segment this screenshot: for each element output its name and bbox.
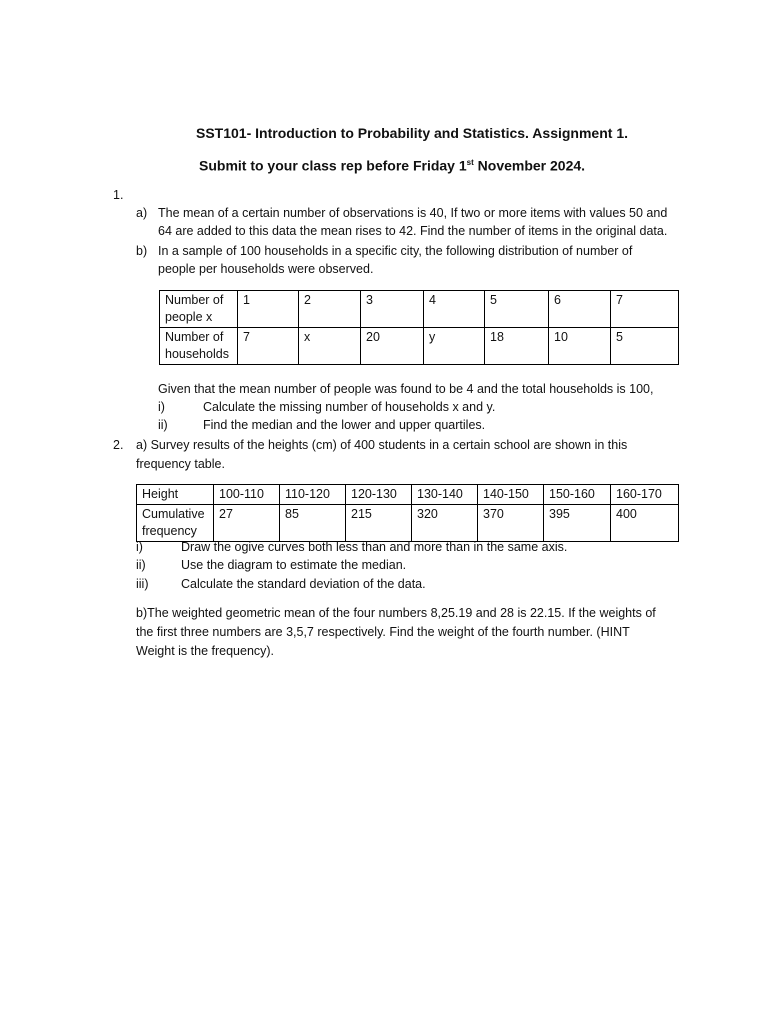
- table-cell: x: [299, 328, 361, 365]
- q2-sub-iii-text: Calculate the standard deviation of the data.: [181, 577, 426, 591]
- q2-sub-ii-text: Use the diagram to estimate the median.: [181, 558, 407, 572]
- table-cell: 85: [280, 505, 346, 542]
- table-header-cell: 140-150: [478, 485, 544, 505]
- table-header-cell: 160-170: [611, 485, 679, 505]
- table-cell: 5: [485, 291, 549, 328]
- table-header-cell: 130-140: [412, 485, 478, 505]
- table-row: [160, 328, 679, 365]
- submission-note-date: November 2024.: [473, 157, 586, 174]
- table-cell: 7: [238, 328, 299, 365]
- table-header-cell: 100-110: [214, 485, 280, 505]
- table-row: [137, 505, 679, 542]
- table-row: [160, 291, 679, 328]
- submission-note-ordinal: st: [466, 158, 474, 167]
- q2-sub-iii-label: iii): [136, 577, 149, 591]
- q1-sub-i-text: Calculate the missing number of households x and y.: [203, 400, 496, 414]
- table-cell: 370: [478, 505, 544, 542]
- q2-sub-ii-label: ii): [136, 558, 146, 572]
- table-cell: y: [424, 328, 485, 365]
- table-header-cell: 110-120: [280, 485, 346, 505]
- q1a-label: a): [136, 206, 148, 220]
- table-cell: 27: [214, 505, 280, 542]
- table-header-cell: Height: [137, 485, 214, 505]
- table-header-cell: Number of households: [160, 328, 238, 365]
- table-cell: 215: [346, 505, 412, 542]
- q1a-text-line1: The mean of a certain number of observations is 40, If two or more items with values 50 and: [158, 206, 668, 220]
- table-cell: 3: [361, 291, 424, 328]
- table-cell: 1: [238, 291, 299, 328]
- q1-sub-i-label: i): [158, 400, 165, 414]
- table-cell: 20: [361, 328, 424, 365]
- table-header-cell: Number of people x: [160, 291, 238, 328]
- table-row: [137, 485, 679, 505]
- table-cell: 395: [544, 505, 611, 542]
- q1b-text-line1: In a sample of 100 households in a specific city, the following distribution of number of: [158, 244, 633, 258]
- table-cell: 2: [299, 291, 361, 328]
- q2b-text-line2: the first three numbers are 3,5,7 respectively. Find the weight of the fourth number. (HINT: [136, 625, 630, 639]
- q2-sub-i-text: Draw the ogive curves both less than and more than in the same axis.: [181, 540, 568, 554]
- table-cell: 18: [485, 328, 549, 365]
- table-header-cell: 150-160: [544, 485, 611, 505]
- question-2-number: 2.: [113, 438, 124, 452]
- submission-note: [199, 154, 585, 175]
- q2a-text-line1: a) Survey results of the heights (cm) of 400 students in a certain school are shown in this: [136, 438, 628, 452]
- table-cell: 10: [549, 328, 611, 365]
- question-1-number: 1.: [113, 188, 124, 202]
- table-cell: 5: [611, 328, 679, 365]
- q1-sub-ii-text: Find the median and the lower and upper quartiles.: [203, 418, 486, 432]
- table-cell: 6: [549, 291, 611, 328]
- table-cell: 320: [412, 505, 478, 542]
- table-cell: 400: [611, 505, 679, 542]
- table-header-cell: Cumulative frequency: [137, 505, 214, 542]
- q1-sub-ii-label: ii): [158, 418, 168, 432]
- q1b-label: b): [136, 244, 148, 258]
- q2-sub-i-label: i): [136, 540, 143, 554]
- q1a-text-line2: 64 are added to this data the mean rises to 42. Find the number of items in the original data.: [158, 224, 668, 238]
- q1-given-text: Given that the mean number of people was found to be 4 and the total households is 100,: [158, 382, 654, 396]
- heights-table: [136, 484, 679, 542]
- q2b-text-line3: Weight is the frequency).: [136, 644, 275, 658]
- households-table: [159, 290, 679, 365]
- submission-note-text: Submit to your class rep before Friday 1: [199, 157, 467, 174]
- q2b-text-line1: b)The weighted geometric mean of the four numbers 8,25.19 and 28 is 22.15. If the weights of: [136, 606, 656, 620]
- table-header-cell: 120-130: [346, 485, 412, 505]
- table-cell: 7: [611, 291, 679, 328]
- q2a-text-line2: frequency table.: [136, 457, 225, 471]
- q1b-text-line2: people per households were observed.: [158, 262, 374, 276]
- table-cell: 4: [424, 291, 485, 328]
- assignment-title: SST101- Introduction to Probability and Statistics. Assignment 1.: [196, 125, 628, 141]
